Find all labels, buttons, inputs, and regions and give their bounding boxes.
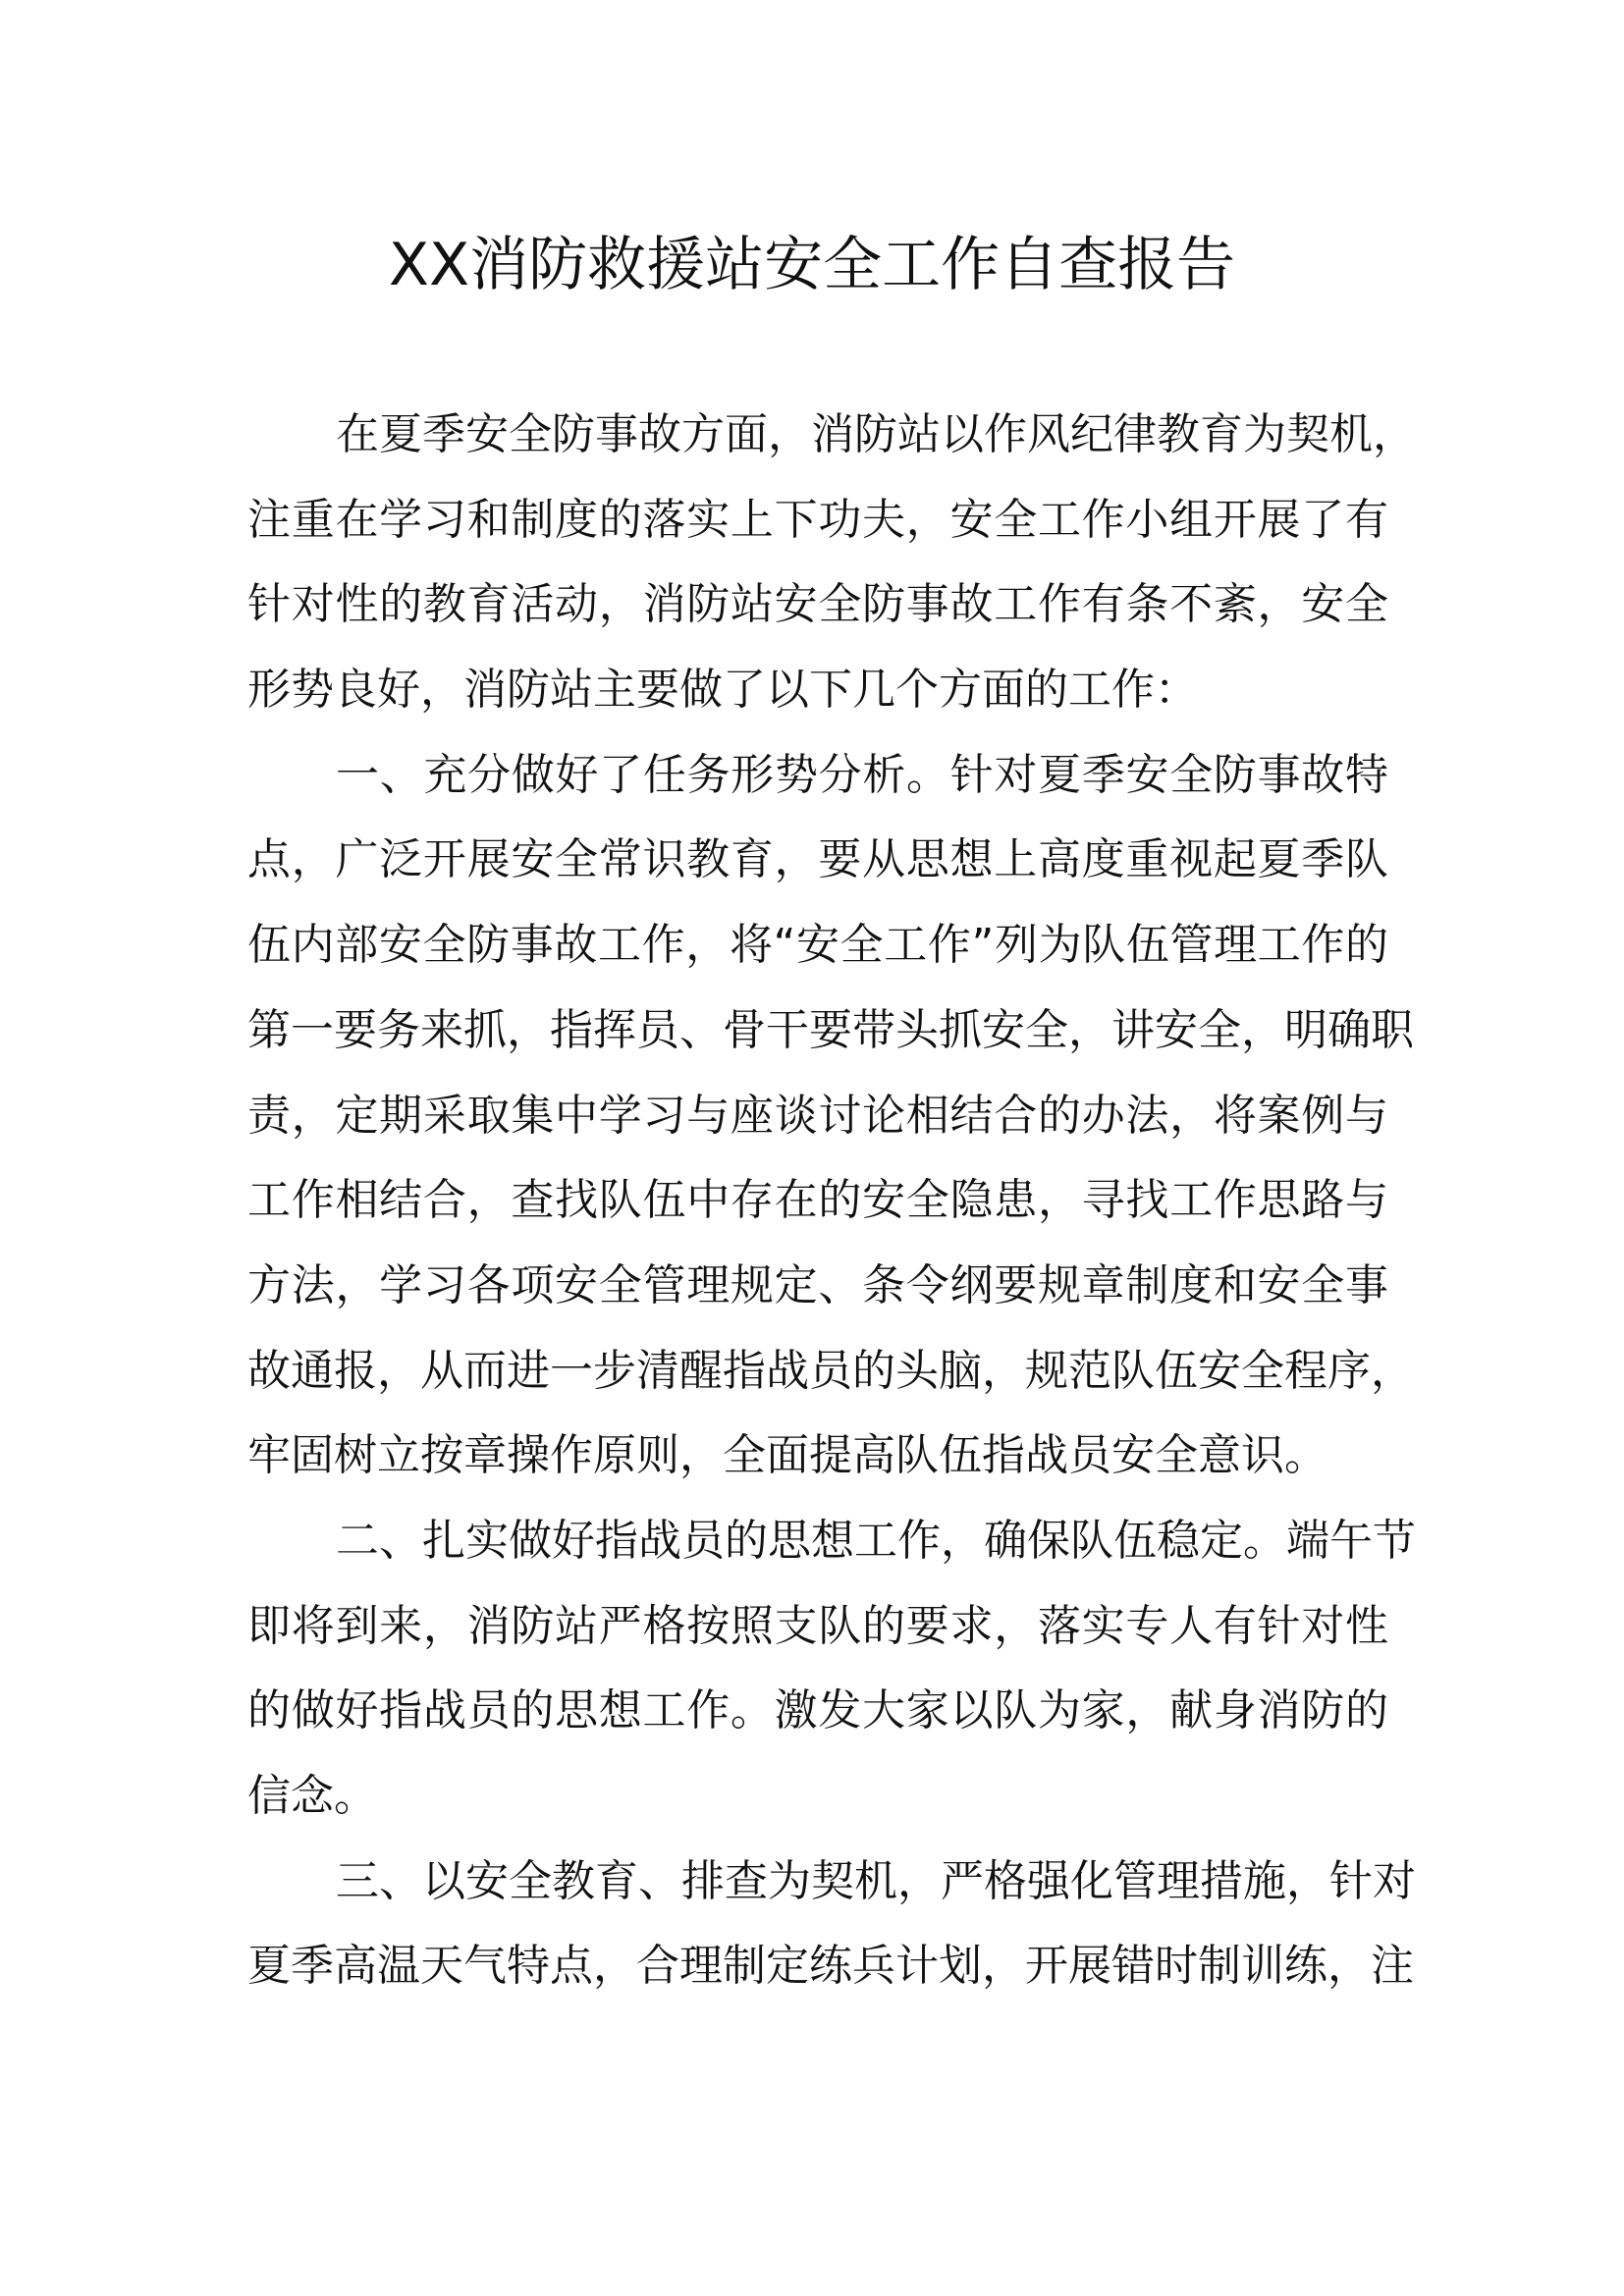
document-body [247, 393, 1416, 2009]
text-line: 即将到来，消防站严格按照支队的要求，落实专人有针对性 [247, 1600, 1388, 1651]
text-line: 的做好指战员的思想工作。激发大家以队为家，献身消防的 [247, 1685, 1388, 1736]
document-title: XX消防救援站安全工作自查报告 [388, 231, 1236, 299]
paragraph [247, 393, 1416, 733]
text-line: 责，定期采取集中学习与座谈讨论相结合的办法，将案例与 [247, 1090, 1388, 1141]
text-line: 点，广泛开展安全常识教育，要从思想上高度重视起夏季队 [247, 834, 1388, 885]
paragraph [247, 1499, 1416, 1840]
text-line: 形势良好，消防站主要做了以下几个方面的工作： [247, 665, 1198, 716]
text-line: 信念。 [247, 1771, 377, 1821]
text-line: 三、以安全教育、排查为契机，严格强化管理措施，针对 [336, 1855, 1416, 1906]
text-line: 夏季高温天气特点，合理制定练兵计划，开展错时制训练，注 [247, 1941, 1414, 1992]
paragraph [247, 733, 1414, 1499]
text-line: 故通报，从而进一步清醒指战员的头脑，规范队伍安全程序， [247, 1345, 1414, 1396]
text-line: 工作相结合，查找队伍中存在的安全隐患，寻找工作思路与 [247, 1175, 1388, 1226]
text-line: 一、充分做好了任务形势分析。针对夏季安全防事故特 [336, 749, 1388, 800]
paragraph [247, 1840, 1416, 2009]
text-line: 注重在学习和制度的落实上下功夫，安全工作小组开展了有 [247, 494, 1388, 545]
text-line: 伍内部安全防事故工作，将“安全工作”列为队伍管理工作的 [247, 920, 1388, 971]
text-line: 二、扎实做好指战员的思想工作，确保队伍稳定。端午节 [336, 1515, 1416, 1566]
text-line: 牢固树立按章操作原则，全面提高队伍指战员安全意识。 [247, 1430, 1327, 1481]
text-line: 方法，学习各项安全管理规定、条令纲要规章制度和安全事 [247, 1259, 1388, 1310]
text-line: 针对性的教育活动，消防站安全防事故工作有条不紊，安全 [247, 579, 1388, 630]
text-line: 在夏季安全防事故方面，消防站以作风纪律教育为契机， [336, 409, 1416, 459]
text-line: 第一要务来抓，指挥员、骨干要带头抓安全，讲安全，明确职 [247, 1004, 1414, 1055]
